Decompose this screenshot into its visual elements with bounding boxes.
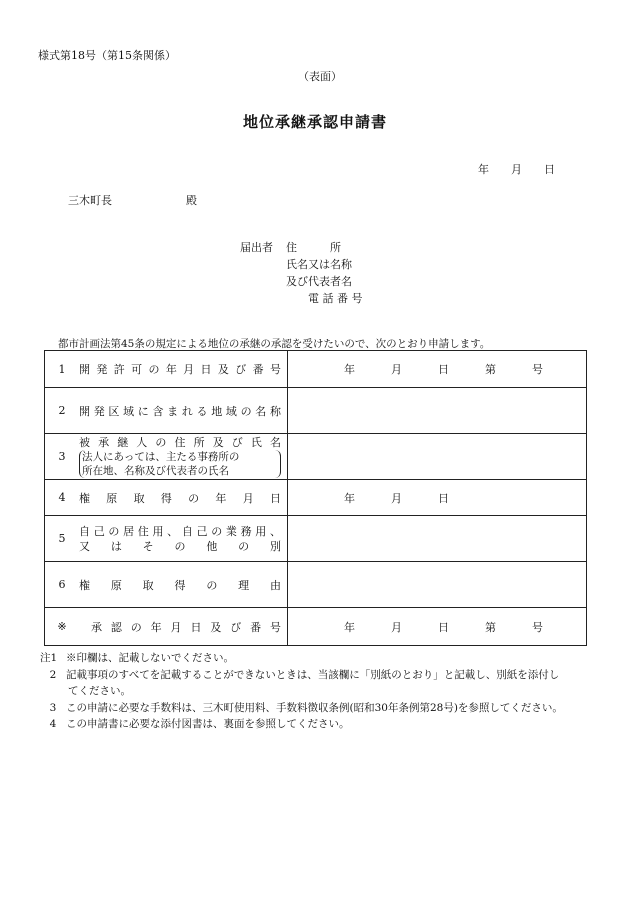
representative-label: 及び代表者名 [286, 275, 352, 288]
value-field[interactable] [288, 351, 587, 388]
value-month: 月 [391, 363, 402, 376]
table-row [45, 516, 587, 562]
value-day: 日 [438, 363, 449, 376]
table-row [45, 434, 587, 480]
table-row [45, 388, 587, 434]
row-number: 4 [58, 491, 66, 504]
note-item: 4 この申請書に必要な添付図書は、裏面を参照してください。 [49, 718, 350, 730]
value-month: 月 [391, 620, 402, 634]
row-number: 1 [58, 362, 66, 376]
value-field[interactable] [288, 480, 587, 516]
value-year: 年 [344, 620, 355, 634]
value-field[interactable] [288, 608, 587, 646]
row-number: ※ [57, 620, 67, 633]
row-label: 被承継人の住所及び氏名 [79, 436, 281, 449]
value-no-prefix: 第 [485, 620, 496, 634]
addressee-honorific: 殿 [186, 194, 197, 207]
value-year: 年 [344, 363, 355, 376]
note-item: 注1 ※印欄は、記載しないでください。 [40, 652, 234, 664]
table-row [45, 562, 587, 608]
phone-label: 電 話 番 号 [308, 292, 363, 305]
applicant-role: 届出者 [240, 241, 273, 254]
applicant-block [240, 239, 363, 307]
row-number: 2 [58, 404, 66, 417]
document-title: 地位承継承認申請書 [242, 113, 387, 131]
application-table [44, 350, 587, 646]
value-no-suffix: 号 [532, 363, 543, 376]
date-year: 年 [478, 163, 489, 176]
name-label: 氏名又は名称 [286, 258, 352, 271]
row-label-2: 又はその他の別 [79, 539, 281, 553]
notes-section [40, 650, 590, 733]
note-continuation: てください。 [68, 685, 131, 697]
value-field[interactable] [288, 434, 587, 480]
table-row [45, 480, 587, 516]
value-no-prefix: 第 [485, 363, 496, 376]
note-item: 3 この申請に必要な手数料は、三木町使用料、手数料徴収条例(昭和30年条例第28号)を参照してください。 [49, 701, 563, 714]
date-month: 月 [511, 163, 522, 176]
row-label: 権原取得の年月日 [79, 491, 281, 505]
value-day: 日 [438, 620, 449, 634]
value-field[interactable] [288, 562, 587, 608]
row-label: 承認の年月日及び番号 [91, 620, 281, 634]
value-field[interactable] [288, 388, 587, 434]
table-row [45, 608, 587, 646]
table-row [45, 351, 587, 388]
note-item: 2 記載事項のすべてを記載することができないときは、当該欄に「別紙のとおり」と記載し、別紙を添付し [49, 668, 560, 681]
row-number: 5 [58, 532, 66, 545]
value-day: 日 [438, 491, 449, 505]
intro-text: 都市計画法第45条の規定による地位の承継の承認を受けたいので、次のとおり申請します。 [58, 338, 491, 350]
row-number: 3 [58, 450, 66, 463]
value-no-suffix: 号 [532, 620, 543, 634]
row-label: 権原取得の理由 [79, 578, 281, 592]
addressee-name: 三木町長 [68, 194, 112, 207]
row-note: 法人にあっては、主たる事務所の 所在地、名称及び代表者の氏名 [79, 450, 281, 478]
row-number: 6 [58, 578, 66, 591]
row-label: 開発区域に含まれる地域の名称 [79, 404, 281, 418]
row-label: 自己の居住用、自己の業務用、 [79, 524, 281, 538]
address-label: 住 所 [286, 241, 341, 254]
value-field[interactable] [288, 516, 587, 562]
row-label: 開発許可の年月日及び番号 [79, 363, 281, 376]
date-line [478, 161, 555, 177]
form-number: 様式第18号（第15条関係） [38, 49, 176, 62]
value-year: 年 [344, 491, 355, 505]
date-day: 日 [544, 163, 555, 176]
side-label: （表面） [298, 70, 342, 83]
value-month: 月 [391, 491, 402, 505]
